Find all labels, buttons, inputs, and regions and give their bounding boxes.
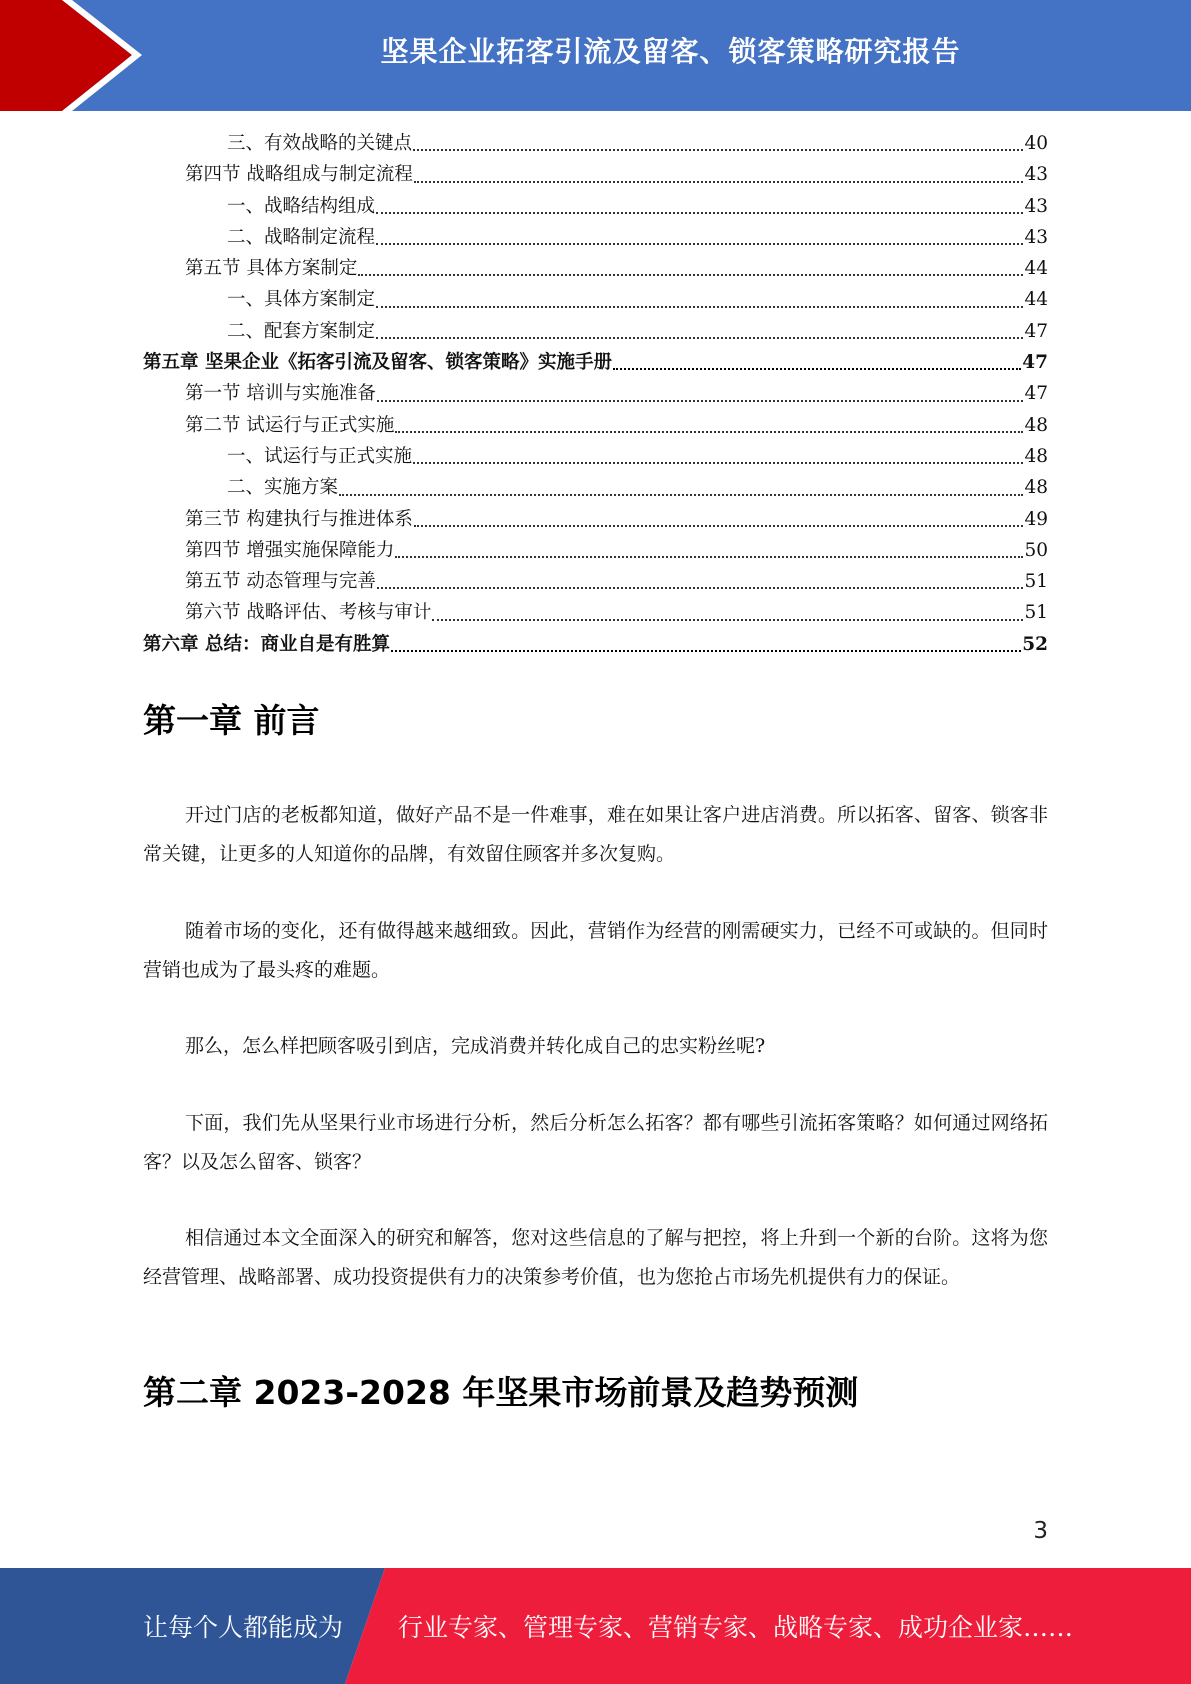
toc-entry-title: 第三节 构建执行与推进体系 xyxy=(185,508,413,530)
toc-dot-leader xyxy=(376,212,1023,214)
page-header xyxy=(0,0,1191,111)
toc-entry[interactable] xyxy=(143,316,1048,347)
toc-entry-page: 48 xyxy=(1024,414,1048,436)
toc-dot-leader xyxy=(432,619,1023,621)
footer-slogan-right: 行业专家、管理专家、营销专家、战略专家、成功企业家…… xyxy=(398,1613,1074,1642)
chapter1-heading: 第一章 前言 xyxy=(143,701,320,740)
table-of-contents xyxy=(143,128,1048,660)
toc-entry-title: 第五节 动态管理与完善 xyxy=(185,571,376,593)
toc-entry-title: 二、战略制定流程 xyxy=(227,226,376,248)
toc-entry-page: 47 xyxy=(1024,320,1048,342)
toc-entry[interactable] xyxy=(143,504,1048,535)
page-number: 3 xyxy=(1033,1518,1048,1544)
toc-entry-title: 第五章 坚果企业《拓客引流及留客、锁客策略》实施手册 xyxy=(143,352,612,374)
toc-entry[interactable] xyxy=(143,159,1048,190)
toc-entry[interactable] xyxy=(143,629,1048,660)
toc-entry-title: 二、实施方案 xyxy=(227,477,339,499)
toc-dot-leader xyxy=(414,525,1024,527)
toc-entry[interactable] xyxy=(143,441,1048,472)
toc-entry[interactable] xyxy=(143,253,1048,284)
toc-entry[interactable] xyxy=(143,347,1048,378)
toc-entry-page: 40 xyxy=(1024,133,1048,154)
toc-entry-page: 43 xyxy=(1024,164,1048,186)
paragraph: 相信通过本文全面深入的研究和解答，您对这些信息的了解与把控，将上升到一个新的台阶。这将为您经营管理、战略部署、成功投资提供有力的决策参考价值，也为您抢占市场先机提供有力的保证。 xyxy=(143,1227,1048,1288)
toc-dot-leader xyxy=(376,337,1023,339)
toc-dot-leader xyxy=(613,368,1021,370)
toc-entry-page: 49 xyxy=(1024,508,1048,530)
toc-entry[interactable] xyxy=(143,535,1048,566)
toc-dot-leader xyxy=(376,306,1023,308)
toc-entry[interactable] xyxy=(143,284,1048,315)
toc-entry-page: 48 xyxy=(1024,445,1048,467)
toc-dot-leader xyxy=(377,587,1024,589)
toc-entry-page: 51 xyxy=(1024,602,1048,624)
paragraph: 那么，怎么样把顾客吸引到店，完成消费并转化成自己的忠实粉丝呢? xyxy=(185,1035,766,1057)
toc-dot-leader xyxy=(395,556,1023,558)
toc-entry-title: 第五节 具体方案制定 xyxy=(185,258,358,280)
toc-entry-title: 第一节 培训与实施准备 xyxy=(185,383,376,405)
toc-entry-page: 50 xyxy=(1024,539,1048,561)
toc-dot-leader xyxy=(413,462,1023,464)
toc-entry-page: 44 xyxy=(1024,289,1048,311)
toc-entry[interactable] xyxy=(143,410,1048,441)
toc-entry-page: 47 xyxy=(1024,383,1048,405)
footer-slogan-left: 让每个人都能成为 xyxy=(143,1613,344,1642)
toc-entry-title: 第四节 战略组成与制定流程 xyxy=(185,164,413,186)
paragraph: 随着市场的变化，还有做得越来越细致。因此，营销作为经营的刚需硬实力，已经不可或缺的。但同时营销也成为了最头疼的难题。 xyxy=(143,920,1048,981)
toc-entry-title: 三、有效战略的关键点 xyxy=(227,133,413,154)
toc-dot-leader xyxy=(377,400,1024,402)
toc-entry-title: 第六节 战略评估、考核与审计 xyxy=(185,602,432,624)
toc-entry-page: 43 xyxy=(1024,226,1048,248)
toc-dot-leader xyxy=(413,149,1023,151)
toc-entry-title: 一、具体方案制定 xyxy=(227,289,376,311)
toc-entry[interactable] xyxy=(143,378,1048,409)
toc-dot-leader xyxy=(391,650,1021,652)
toc-entry-title: 第六章 总结：商业自是有胜算 xyxy=(143,633,390,655)
toc-entry[interactable] xyxy=(143,191,1048,222)
toc-entry-page: 52 xyxy=(1022,633,1048,655)
toc-entry-page: 47 xyxy=(1022,352,1048,374)
toc-entry-title: 第二节 试运行与正式实施 xyxy=(185,414,395,436)
toc-entry-title: 一、试运行与正式实施 xyxy=(227,445,413,467)
toc-dot-leader xyxy=(358,274,1023,276)
toc-entry-page: 44 xyxy=(1024,258,1048,280)
chapter2-heading: 第二章 2023-2028 年坚果市场前景及趋势预测 xyxy=(143,1373,859,1412)
paragraph: 下面，我们先从坚果行业市场进行分析，然后分析怎么拓客？都有哪些引流拓客策略？如何通过网络拓客？以及怎么留客、锁客？ xyxy=(143,1112,1048,1173)
header-arrow-decoration xyxy=(0,0,160,111)
toc-entry[interactable] xyxy=(143,222,1048,253)
toc-entry[interactable] xyxy=(143,128,1048,159)
toc-dot-leader xyxy=(414,181,1024,183)
toc-entry-page: 43 xyxy=(1024,195,1048,217)
toc-dot-leader xyxy=(339,494,1023,496)
toc-entry-page: 48 xyxy=(1024,477,1048,499)
paragraph: 开过门店的老板都知道，做好产品不是一件难事，难在如果让客户进店消费。所以拓客、留客、锁客非常关键，让更多的人知道你的品牌，有效留住顾客并多次复购。 xyxy=(143,804,1048,865)
toc-dot-leader xyxy=(395,431,1023,433)
report-title: 坚果企业拓客引流及留客、锁客策略研究报告 xyxy=(380,35,961,68)
page-footer xyxy=(0,1568,1191,1684)
toc-entry-title: 第四节 增强实施保障能力 xyxy=(185,539,395,561)
toc-dot-leader xyxy=(376,243,1023,245)
toc-entry-title: 一、战略结构组成 xyxy=(227,195,376,217)
toc-entry[interactable] xyxy=(143,597,1048,628)
toc-entry[interactable] xyxy=(143,472,1048,503)
toc-entry-title: 二、配套方案制定 xyxy=(227,320,376,342)
toc-entry[interactable] xyxy=(143,566,1048,597)
toc-entry-page: 51 xyxy=(1024,571,1048,593)
